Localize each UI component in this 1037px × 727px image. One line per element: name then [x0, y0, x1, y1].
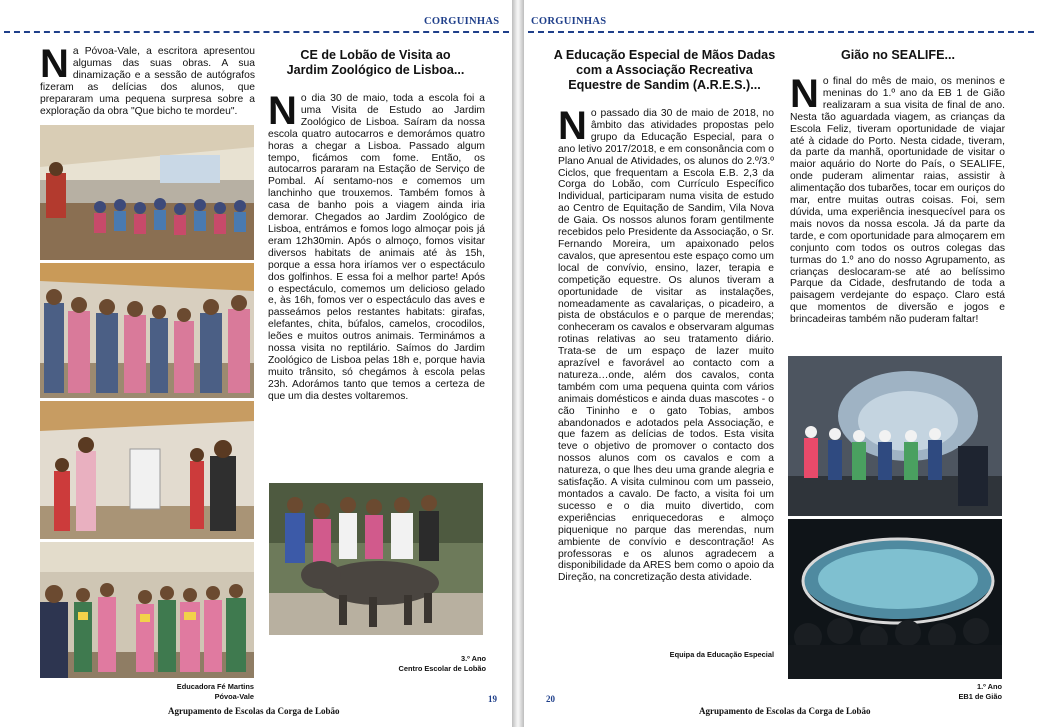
- header-dashed-rule: [528, 31, 1034, 33]
- page-19: [0, 0, 512, 727]
- zoo-article: [268, 89, 485, 403]
- book-gutter: [512, 0, 524, 727]
- photo-classroom-reading: [40, 125, 254, 260]
- page-header-title: CORGUINHAS: [531, 16, 607, 27]
- page-number: 20: [546, 694, 555, 704]
- header-dashed-rule: [4, 31, 509, 33]
- drop-cap: N: [40, 42, 69, 86]
- photo-children-with-donkey: [269, 483, 483, 635]
- zoo-text: No dia 30 de maio, toda a escola foi a uma Visita de Estudo ao Jardim Zoológico de Lisboa. Saíram da nossa escola quatro autocarros e demorámos quatro horas a chegar a Lisboa. Passado algum tempo, ficámos com fome. Então, os autocarros pararam na Estação de Serviço de Pombal. Aí sentamo-nos e comemos um lanchinho que trouxemos. Também fomos à casa de banho pois a viagem ainda iria demorar. Chegados ao Jardim Zoológico de Lisboa, entrámos e fomos logo almoçar pois já eram 12h30min. Após o almoço, fomos visitar diversos habitats de animais até às 15h, porque a essa hora iríamos ver o espectáculo dos golfinhos. E essa foi a melhor parte! Após o espectáculo, comemos um delicioso gelado e, às 16h, fomos ver o espectáculo das aves e passeámos pelos restantes habitats: girafas, elefantes, chita, búfalos, camelos, crocodilos, leões e muitos outros animais. Terminámos a nossa visita no reptilário. Saímos do Jardim Zoológico de Lisboa pelas 18h e, porque havia muito trânsito, só chegámos à escola pelas 23h. Adorámos tanto que temos a certeza de que um dia destes voltaremos.: [268, 89, 485, 402]
- page-number: 19: [488, 694, 497, 704]
- zoo-caption: 3.º Ano Centro Escolar de Lobão: [398, 654, 486, 673]
- povoa-caption: Educadora Fé Martins Póvoa-Vale: [176, 682, 254, 701]
- drop-cap: N: [268, 89, 297, 133]
- drop-cap: N: [558, 104, 587, 148]
- ares-text: No passado dia 30 de maio de 2018, no âmbito das atividades propostas pelo grupo da Educação Especial, para o ano letivo 2017/2018, e em consonância com o Plano Anual de Atividades, os alunos do 2.º/3.º Ciclos, que frequentam a Escola E.B. 2,3 da Corga do Lobão, com Currículo Específico Individual, participaram numa visita de estudo ao Centro de Equitação de Sandim, Vila Nova de Gaia. Os nossos alunos foram gentilmente recebidos pelo Presidente da Associação, o Sr. Fernando Moreira, um apaixonado pelos cavalos, que apresentou este espaço como um local de convívio, ensino, lazer, terapia e competição equestre. Os alunos tiveram a oportunidade de visitar as instalações, nomeadamente as cavalariças, o picadeiro, a pista de obstáculos e o parque de merendas; conheceram os cavalos e observaram algumas rotinas relativas ao seu tratamento diário. Trata-se de um espaço de lazer muito aprazível e favorável ao contacto com a natureza…onde, além dos cavalos, conta também com uma pequena quinta com vários animais domésticos e ainda duas mascotes - o cão Tininho e o gato Tobias, ambos abandonados e adotados pela Associação, e que fazem as delícias de todos. Esta visita teve o objetivo de promover o contacto dos nossos alunos com os cavalos e com a natureza, o que lhes deu uma grande alegria e satisfação. A visita culminou com um passeio, montados a cavalo. De facto, a visita foi um sucesso e o dia muito divertido, com experiências enriquecedoras e almoço piquenique no parque das merendas, num ambiente de convívio e descontração! As professoras e os alunos agradecem a disponibilidade da ARES bem como o apoio da Direção, na concretização desta atividade.: [558, 104, 774, 584]
- ares-article: [558, 104, 774, 584]
- sealife-text: No final do mês de maio, os meninos e meninas do 1.º ano da EB 1 de Gião realizaram a sua visita de final de ano. Nesta tão aguardada viagem, as crianças da Escola Feliz, tiveram oportunidade de viajar até à cidade do Porto. Nesta cidade, tiveram, da parte da manhã, oportunidade de visitar o maior aquário do Norte do País, o SEALIFE, onde puderam alimentar raias, assistir à alimentação dos tubarões, tocar em ouriços do mar, entre muitas outras coisas. Foi, sem dúvida, uma experiência inesquecível para os mais novos da nossa escola. Já da parte da tarde, e com oportunidade para almoçarem em conjunto com todos os outros colegas das turmas do 1.º ano do nosso Agrupamento, as crianças deslocaram-se até ao belíssimo Parque da Cidade, desfrutando de toda a paisagem verdejante do espaço. Claro está que momentos de diversão e jogos e brincadeiras também não puderam faltar!: [790, 72, 1005, 326]
- photo-children-standing: [40, 263, 254, 398]
- zoo-title: CE de Lobão de Visita ao Jardim Zoológico de Lisboa...: [286, 48, 465, 77]
- ares-title: A Educação Especial de Mãos Dadas com a Associação Recreativa Equestre de Sandim (A.R.E.S.)...: [553, 48, 776, 92]
- page-20: [524, 0, 1037, 727]
- photo-children-with-books: [40, 542, 254, 678]
- sealife-caption: 1.º Ano EB1 de Gião: [958, 682, 1002, 701]
- drop-cap: N: [790, 72, 819, 116]
- photo-touch-pool: [788, 519, 1002, 679]
- sealife-article: [790, 72, 1005, 326]
- photo-aquarium-tunnel: [788, 356, 1002, 516]
- povoa-text: Na Póvoa-Vale, a escritora apresentou algumas das suas obras. A sua dinamização e a sessão de autógrafos fizeram as delícias dos alunos, que prepararam uma pequena surpresa sobre a exploração da obra "Que bicho te mordeu".: [40, 42, 255, 117]
- page-footer: Agrupamento de Escolas da Corga de Lobão: [699, 706, 871, 716]
- page-footer: Agrupamento de Escolas da Corga de Lobão: [168, 706, 340, 716]
- povoa-article: [40, 42, 255, 117]
- ares-caption: Equipa da Educação Especial: [669, 650, 774, 659]
- sealife-title: Gião no SEALIFE...: [840, 48, 956, 62]
- page-header-title: CORGUINHAS: [424, 16, 500, 27]
- photo-author-signing: [40, 401, 254, 539]
